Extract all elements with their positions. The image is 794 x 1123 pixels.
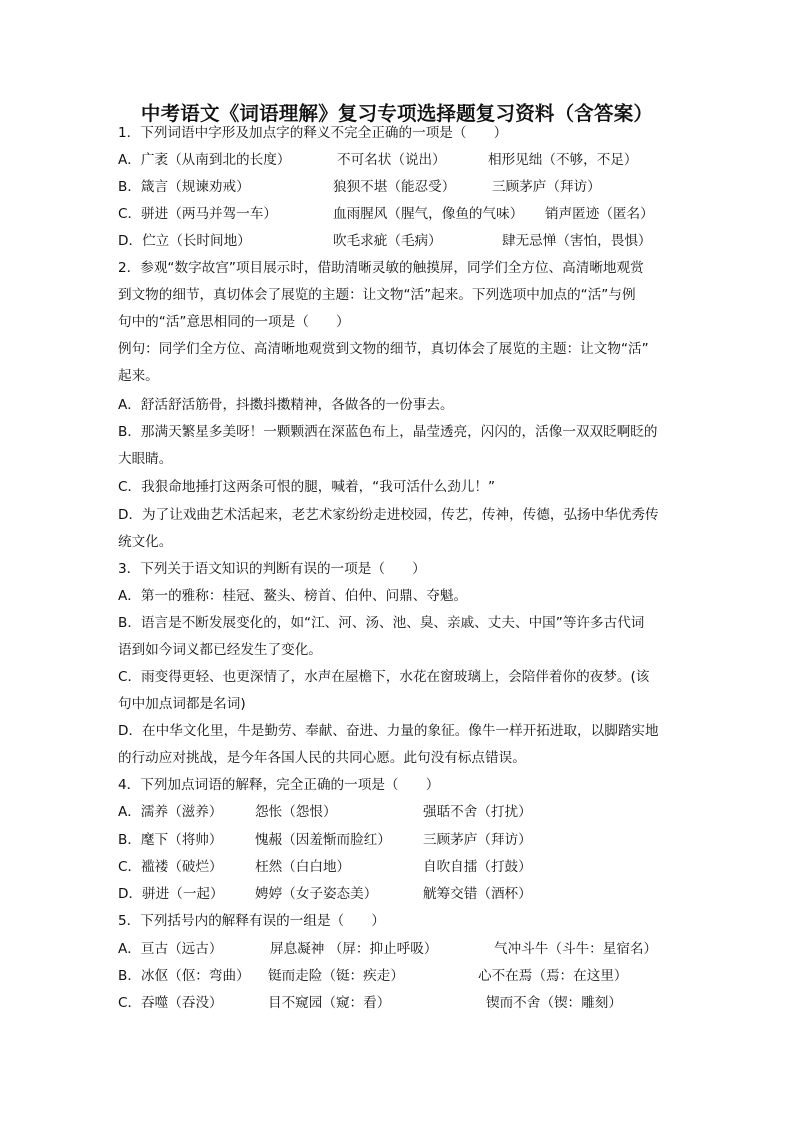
- q4-option-b-2: 愧赧（因羞惭而脸红）: [255, 832, 391, 848]
- q4-option-c-3: 自吹自擂（打鼓）: [423, 859, 532, 875]
- q1-option-a-1: A．广袤（从南到北的长度）: [118, 152, 291, 168]
- q1-option-b-2: 狼狈不堪（能忍受）: [333, 179, 456, 195]
- question-4-stem: 4．下列加点词语的解释，完全正确的一项是（ ）: [118, 777, 440, 793]
- q3-option-b-line-1: B．语言是不断发展变化的，如“江、河、汤、池、臭、亲戚、丈夫、中国”等许多古代词: [118, 615, 645, 631]
- q3-option-a: A．第一的雅称：桂冠、鳌头、榜首、伯仲、问鼎、夺魁。: [118, 588, 468, 604]
- q4-option-a-1: A．濡养（滋养）: [118, 804, 223, 820]
- q4-option-a-3: 强聒不舍（打扰）: [423, 804, 532, 820]
- question-2-example-line-2: 起来。: [118, 368, 159, 384]
- q5-option-c-2: 目不窥园（窥：看）: [268, 995, 391, 1011]
- q1-option-d-3: 肆无忌惮（害怕，畏惧）: [502, 233, 652, 249]
- q2-option-d-line-1: D．为了让戏曲艺术活起来，老艺术家纷纷走进校园，传艺，传神，传德，弘扬中华优秀传: [118, 507, 659, 523]
- q4-option-d-3: 觥筹交错（酒杯）: [423, 886, 532, 902]
- question-2-stem-line-2: 到文物的细节，真切体会了展览的主题：让文物“活”起来。下列选项中加点的“活”与例: [118, 287, 636, 303]
- q5-option-a-1: A．亘古（远古）: [118, 941, 223, 957]
- page-title: 中考语文《词语理解》复习专项选择题复习资料（含答案）: [140, 102, 654, 125]
- q1-option-b-1: B．箴言（规谏劝戒）: [118, 179, 250, 195]
- question-2-stem-line-1: 2．参观“数字故宫”项目展示时，借助清晰灵敏的触摸屏，同学们全方位、高清晰地观赏: [118, 260, 644, 276]
- q1-option-a-3: 相形见绌（不够，不足）: [488, 152, 638, 168]
- q5-option-b-2: 铤而走险（铤：疾走）: [268, 968, 404, 984]
- q5-option-a-3: 气冲斗牛（斗牛：星宿名）: [494, 941, 658, 957]
- q4-option-b-3: 三顾茅庐（拜访）: [423, 832, 532, 848]
- q3-option-d-line-1: D．在中华文化里，牛是勤劳、奉献、奋进、力量的象征。像牛一样开拓进取，以脚踏实地: [118, 723, 659, 739]
- q2-option-b-line-1: B．那满天繁星多美呀！一颗颗洒在深蓝色布上，晶莹透亮，闪闪的，活像一双双眨啊眨的: [118, 424, 658, 440]
- question-5-stem: 5．下列括号内的解释有误的一组是（ ）: [118, 913, 385, 929]
- q3-option-c-line-1: C．雨变得更轻、也更深情了，水声在屋檐下，水花在窗玻璃上，会陪伴着你的夜梦。(该: [118, 669, 650, 685]
- q2-option-d-line-2: 统文化。: [118, 534, 173, 550]
- q1-option-c-1: C．骈进（两马并驾一车）: [118, 206, 278, 222]
- q1-option-c-3: 销声匿迹（匿名）: [545, 206, 654, 222]
- q5-option-b-3: 心不在焉（焉：在这里）: [478, 968, 628, 984]
- q4-option-d-1: D．骈进（一起）: [118, 886, 224, 902]
- q2-option-a: A．舒活舒活筋骨，抖擞抖擞精神，各做各的一份事去。: [118, 397, 454, 413]
- q2-option-b-line-2: 大眼睛。: [118, 451, 173, 467]
- q1-option-d-2: 吹毛求疵（毛病）: [333, 233, 442, 249]
- q1-option-b-3: 三顾茅庐（拜访）: [492, 179, 601, 195]
- q5-option-c-3: 锲而不舍（锲：雕刻）: [486, 995, 622, 1011]
- q3-option-c-line-2: 句中加点词都是名词): [118, 696, 246, 712]
- question-3-stem: 3．下列关于语文知识的判断有误的一项是（ ）: [118, 561, 426, 577]
- q4-option-b-1: B．麾下（将帅）: [118, 832, 223, 848]
- q2-option-c: C．我狠命地捶打这两条可恨的腿，喊着，“我可活什么劲儿！”: [118, 479, 496, 495]
- q1-option-a-2: 不可名状（说出）: [337, 152, 446, 168]
- q3-option-b-line-2: 语到如今词义都已经发生了变化。: [118, 642, 322, 658]
- q5-option-a-2: 屏息凝神 （屏：抑止呼吸）: [270, 941, 438, 957]
- q3-option-d-line-2: 的行动应对挑战，是今年各国人民的共同心愿。此句没有标点错误。: [118, 750, 526, 766]
- q1-option-d-1: D．伫立（长时间地）: [118, 233, 251, 249]
- q5-option-b-1: B．冰伛（伛：弯曲）: [118, 968, 250, 984]
- q4-option-c-1: C．褴褛（破烂）: [118, 859, 223, 875]
- q4-option-d-2: 娉婷（女子姿态美）: [255, 886, 378, 902]
- q4-option-c-2: 枉然（白白地）: [255, 859, 351, 875]
- question-2-example-line-1: 例句：同学们全方位、高清晰地观赏到文物的细节，真切体会了展览的主题：让文物“活”: [118, 341, 649, 357]
- question-1-stem: 1．下列词语中字形及加点字的释义不完全正确的一项是（ ）: [118, 125, 508, 141]
- q4-option-a-2: 怨怅（怨恨）: [255, 804, 337, 820]
- question-2-stem-line-3: 句中的“活”意思相同的一项是（ ）: [118, 314, 350, 330]
- q1-option-c-2: 血雨腥风（腥气，像鱼的气味）: [333, 206, 524, 222]
- q5-option-c-1: C．吞噬（吞没）: [118, 995, 223, 1011]
